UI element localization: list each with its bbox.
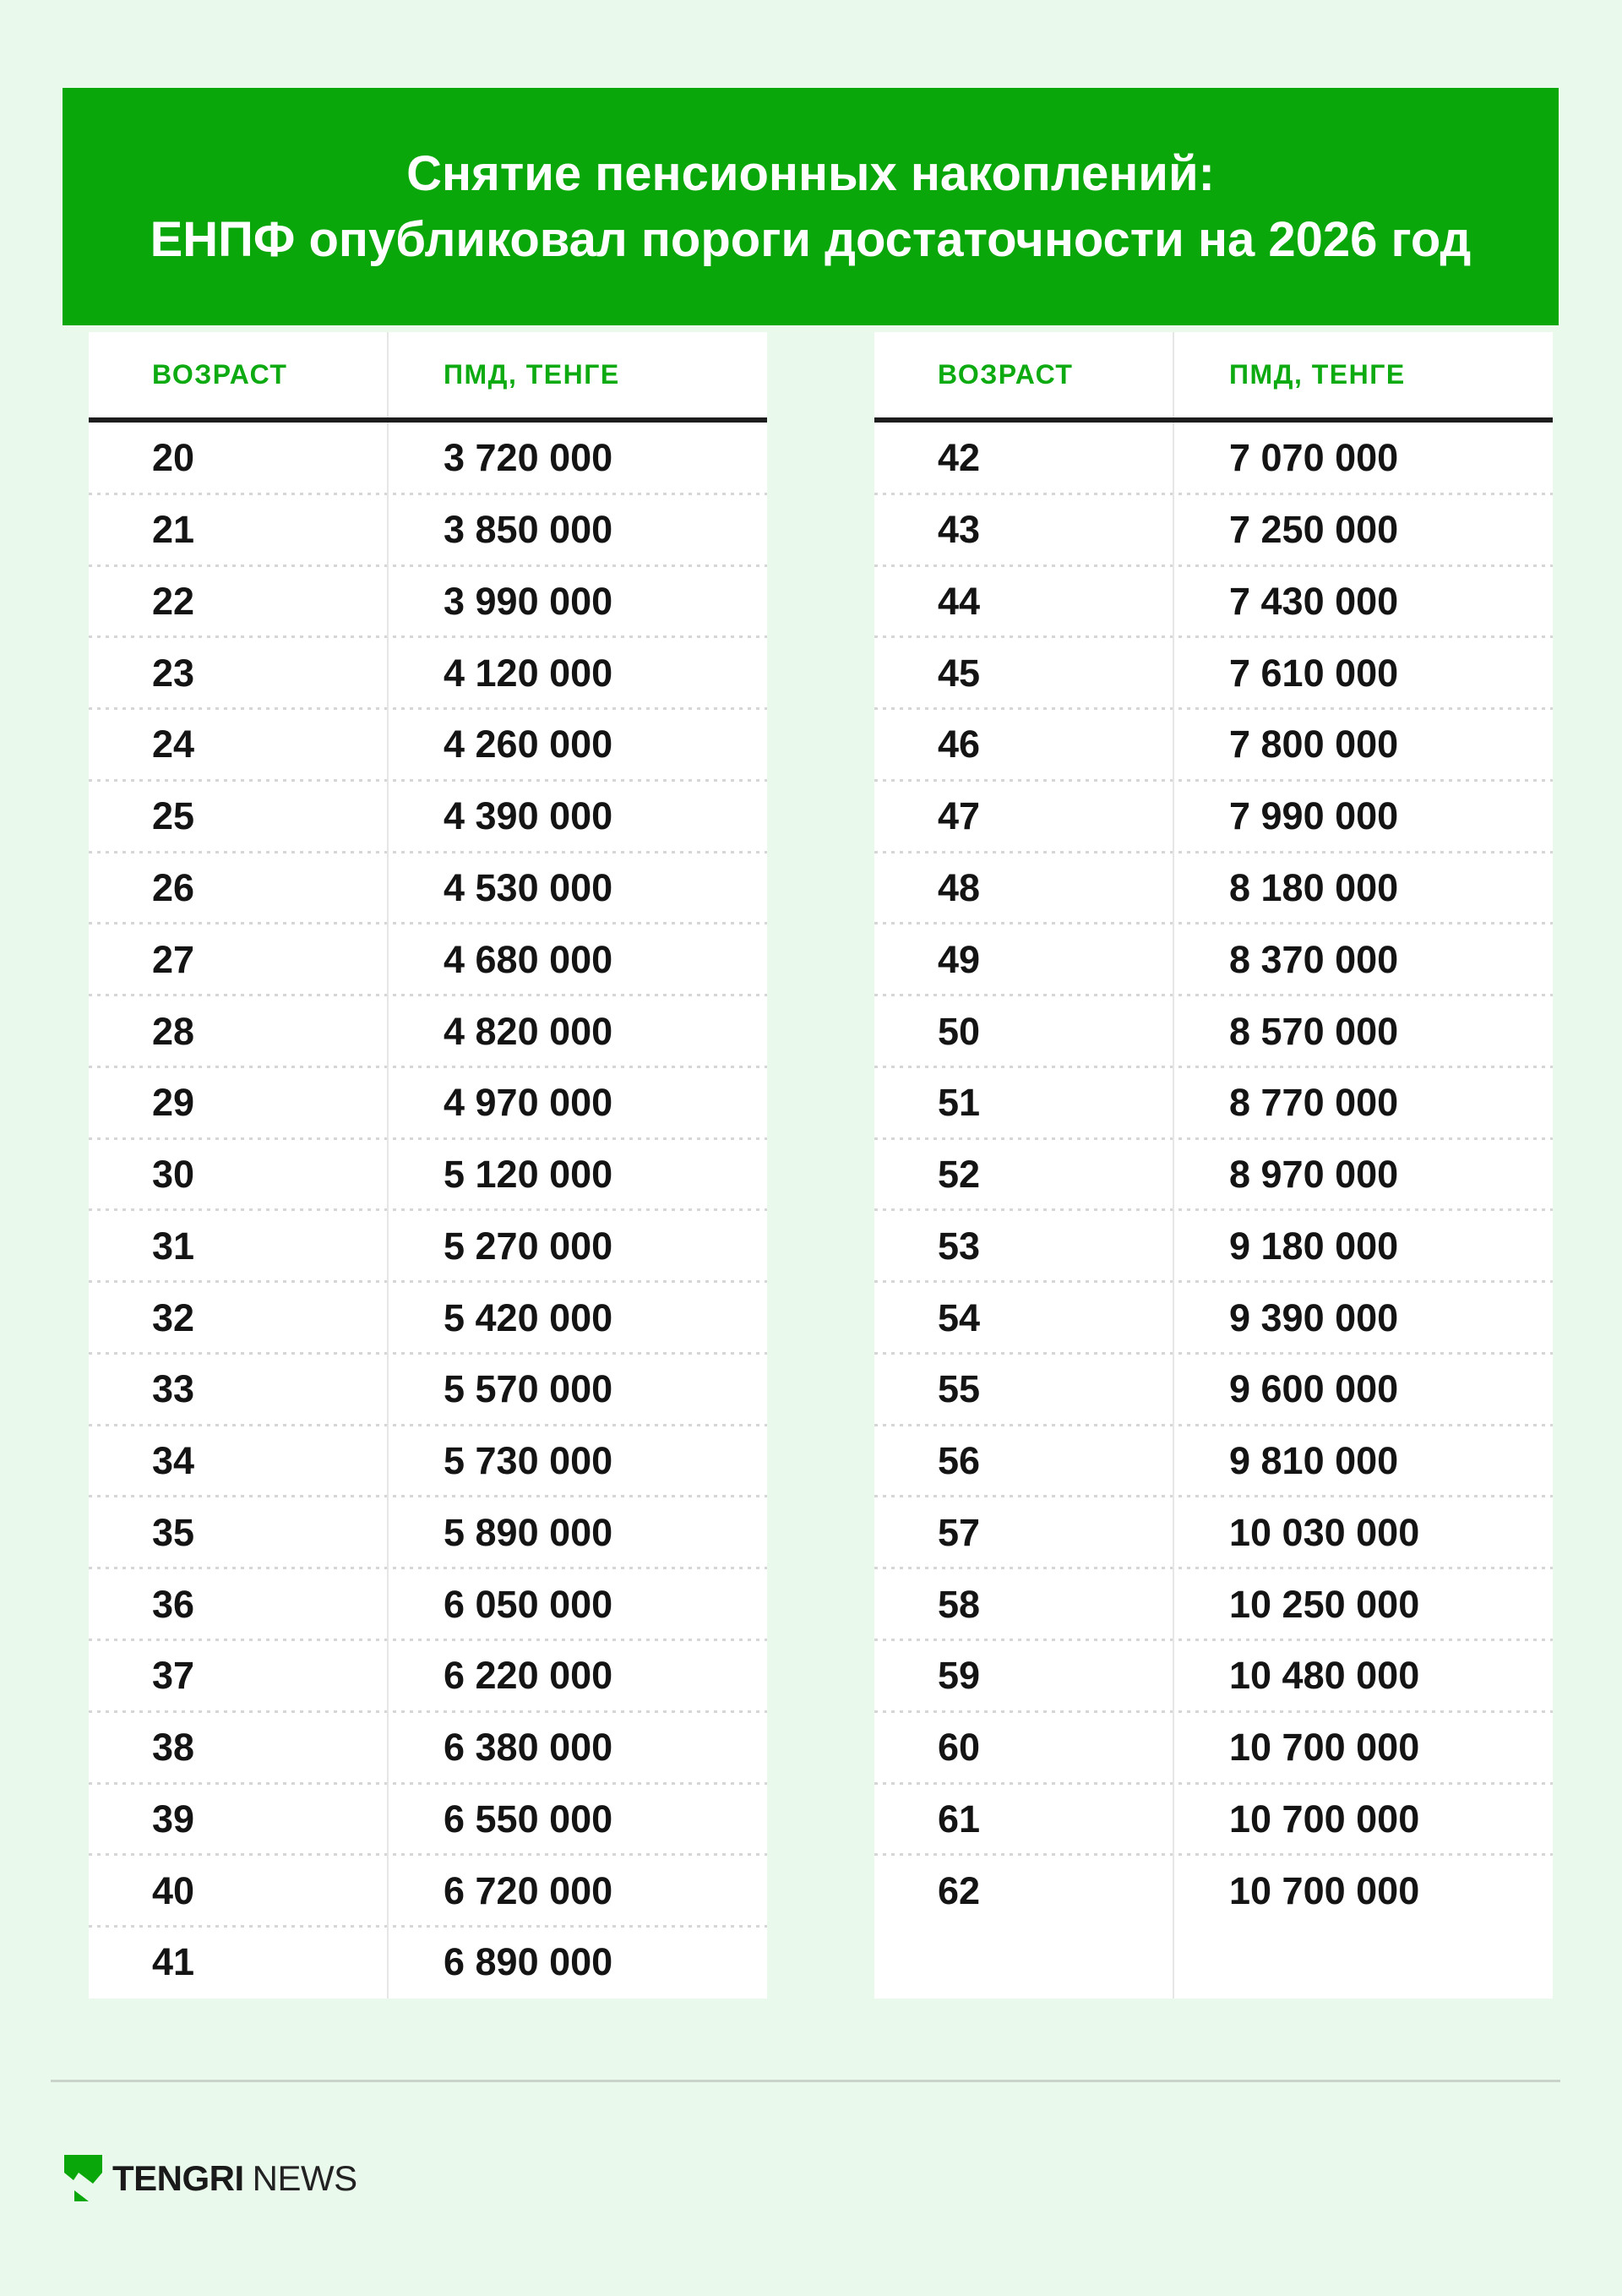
column-header-pmd: ПМД, ТЕНГЕ	[1229, 359, 1406, 390]
table-row	[874, 1282, 1553, 1354]
age-value: 26	[152, 865, 195, 909]
pmd-value: 10 030 000	[1229, 1510, 1420, 1554]
age-value: 25	[152, 794, 195, 838]
pmd-value: 6 720 000	[444, 1868, 613, 1912]
table-row	[874, 924, 1553, 995]
pmd-value: 6 050 000	[444, 1582, 613, 1626]
age-value: 42	[938, 436, 981, 480]
table-body	[89, 423, 767, 1999]
age-value: 53	[938, 1224, 981, 1268]
pmd-value: 5 420 000	[444, 1295, 613, 1339]
pmd-value: 9 600 000	[1229, 1367, 1399, 1411]
age-value: 29	[152, 1081, 195, 1125]
table-row	[89, 1712, 767, 1784]
table-row	[89, 1640, 767, 1712]
age-value: 37	[152, 1654, 195, 1698]
table-row	[874, 637, 1553, 709]
table-row	[874, 1784, 1553, 1856]
table-card-ages-42-62	[874, 332, 1553, 1999]
table-row	[874, 1568, 1553, 1640]
age-value: 21	[152, 508, 195, 552]
table-row	[874, 853, 1553, 924]
age-value: 33	[152, 1367, 195, 1411]
table-row	[89, 494, 767, 566]
brand-name-bold: TENGRI	[112, 2157, 244, 2198]
table-row	[89, 853, 767, 924]
pmd-value: 10 700 000	[1229, 1726, 1420, 1770]
table-row	[874, 1210, 1553, 1282]
table-row	[874, 1354, 1553, 1426]
pmd-value: 4 120 000	[444, 651, 613, 695]
age-value: 32	[152, 1295, 195, 1339]
pmd-value: 9 180 000	[1229, 1224, 1399, 1268]
pmd-value: 7 800 000	[1229, 723, 1399, 766]
pmd-value: 9 390 000	[1229, 1295, 1399, 1339]
table-row	[874, 423, 1553, 494]
pmd-value: 4 260 000	[444, 723, 613, 766]
pmd-value: 7 610 000	[1229, 651, 1399, 695]
age-value: 51	[938, 1081, 981, 1125]
pmd-value: 5 730 000	[444, 1439, 613, 1483]
tengrinews-wordmark	[112, 2158, 357, 2199]
age-value: 50	[938, 1009, 981, 1053]
age-value: 52	[938, 1153, 981, 1197]
pmd-value: 3 990 000	[444, 579, 613, 623]
pmd-value: 7 250 000	[1229, 508, 1399, 552]
table-row	[874, 1712, 1553, 1784]
age-value: 61	[938, 1797, 981, 1841]
table-row	[89, 637, 767, 709]
age-value: 58	[938, 1582, 981, 1626]
table-row	[874, 494, 1553, 566]
pmd-value: 8 370 000	[1229, 937, 1399, 981]
age-value: 35	[152, 1510, 195, 1554]
age-value: 38	[152, 1726, 195, 1770]
age-value: 46	[938, 723, 981, 766]
age-value: 41	[152, 1940, 195, 1984]
table-row	[874, 1067, 1553, 1139]
table-row	[89, 1426, 767, 1497]
table-row	[89, 1784, 767, 1856]
table-card-ages-20-41	[89, 332, 767, 1999]
table-row	[874, 995, 1553, 1067]
age-value: 24	[152, 723, 195, 766]
age-value: 34	[152, 1439, 195, 1483]
table-row	[89, 1927, 767, 1999]
table-row	[89, 1210, 767, 1282]
age-value: 31	[152, 1224, 195, 1268]
age-value: 56	[938, 1439, 981, 1483]
age-value: 20	[152, 436, 195, 480]
age-value: 22	[152, 579, 195, 623]
age-value: 60	[938, 1726, 981, 1770]
age-value: 59	[938, 1654, 981, 1698]
table-row	[89, 924, 767, 995]
pmd-value: 4 970 000	[444, 1081, 613, 1125]
pmd-value: 6 890 000	[444, 1940, 613, 1984]
table-row	[89, 1497, 767, 1568]
age-value: 55	[938, 1367, 981, 1411]
age-value: 23	[152, 651, 195, 695]
pmd-value: 5 890 000	[444, 1510, 613, 1554]
pmd-value: 7 070 000	[1229, 436, 1399, 480]
table-header-row	[89, 332, 767, 423]
age-value: 44	[938, 579, 981, 623]
table-row	[89, 566, 767, 638]
age-value: 36	[152, 1582, 195, 1626]
pmd-value: 9 810 000	[1229, 1439, 1399, 1483]
pmd-value: 6 220 000	[444, 1654, 613, 1698]
age-value: 43	[938, 508, 981, 552]
table-row	[874, 781, 1553, 853]
column-header-age: ВОЗРАСТ	[938, 359, 1074, 390]
pmd-value: 5 570 000	[444, 1367, 613, 1411]
pmd-value: 7 430 000	[1229, 579, 1399, 623]
age-value: 48	[938, 865, 981, 909]
table-row	[89, 1568, 767, 1640]
age-value: 28	[152, 1009, 195, 1053]
age-value: 54	[938, 1295, 981, 1339]
title-banner	[63, 88, 1559, 325]
age-value: 47	[938, 794, 981, 838]
pmd-value: 4 530 000	[444, 865, 613, 909]
table-row	[89, 1354, 767, 1426]
title-line-2: ЕНПФ опубликовал пороги достаточности на 2026 год	[150, 211, 1472, 267]
pmd-value: 10 480 000	[1229, 1654, 1420, 1698]
table-row	[874, 1640, 1553, 1712]
pmd-value: 8 970 000	[1229, 1153, 1399, 1197]
pmd-value: 10 250 000	[1229, 1582, 1420, 1626]
tengrinews-flag-icon	[63, 2155, 103, 2201]
table-row	[89, 709, 767, 781]
pmd-value: 5 270 000	[444, 1224, 613, 1268]
table-row	[89, 995, 767, 1067]
age-value: 49	[938, 937, 981, 981]
pmd-value: 3 720 000	[444, 436, 613, 480]
table-header-row	[874, 332, 1553, 423]
pmd-value: 10 700 000	[1229, 1868, 1420, 1912]
pmd-value: 4 680 000	[444, 937, 613, 981]
pmd-value: 3 850 000	[444, 508, 613, 552]
age-value: 45	[938, 651, 981, 695]
tengrinews-logo	[63, 2155, 357, 2201]
table-body	[874, 423, 1553, 1927]
column-header-pmd: ПМД, ТЕНГЕ	[444, 359, 620, 390]
pmd-value: 5 120 000	[444, 1153, 613, 1197]
pmd-value: 8 770 000	[1229, 1081, 1399, 1125]
pmd-value: 8 570 000	[1229, 1009, 1399, 1053]
table-row	[874, 1855, 1553, 1927]
footer-divider	[51, 2080, 1560, 2082]
table-row	[874, 1139, 1553, 1211]
age-value: 40	[152, 1868, 195, 1912]
brand-name-light: NEWS	[252, 2157, 357, 2198]
pmd-value: 4 390 000	[444, 794, 613, 838]
title-line-1: Снятие пенсионных накоплений:	[406, 145, 1215, 201]
age-value: 27	[152, 937, 195, 981]
pmd-value: 7 990 000	[1229, 794, 1399, 838]
table-row	[89, 1067, 767, 1139]
column-header-age: ВОЗРАСТ	[152, 359, 288, 390]
table-row	[874, 1497, 1553, 1568]
table-row	[89, 1855, 767, 1927]
pmd-value: 6 380 000	[444, 1726, 613, 1770]
pmd-value: 4 820 000	[444, 1009, 613, 1053]
table-row	[89, 781, 767, 853]
table-row	[874, 566, 1553, 638]
age-value: 62	[938, 1868, 981, 1912]
pmd-value: 6 550 000	[444, 1797, 613, 1841]
age-value: 57	[938, 1510, 981, 1554]
table-row	[874, 1426, 1553, 1497]
age-value: 39	[152, 1797, 195, 1841]
table-row	[89, 1282, 767, 1354]
pmd-value: 10 700 000	[1229, 1797, 1420, 1841]
table-row	[89, 423, 767, 494]
table-row	[89, 1139, 767, 1211]
age-value: 30	[152, 1153, 195, 1197]
pmd-value: 8 180 000	[1229, 865, 1399, 909]
table-row	[874, 709, 1553, 781]
